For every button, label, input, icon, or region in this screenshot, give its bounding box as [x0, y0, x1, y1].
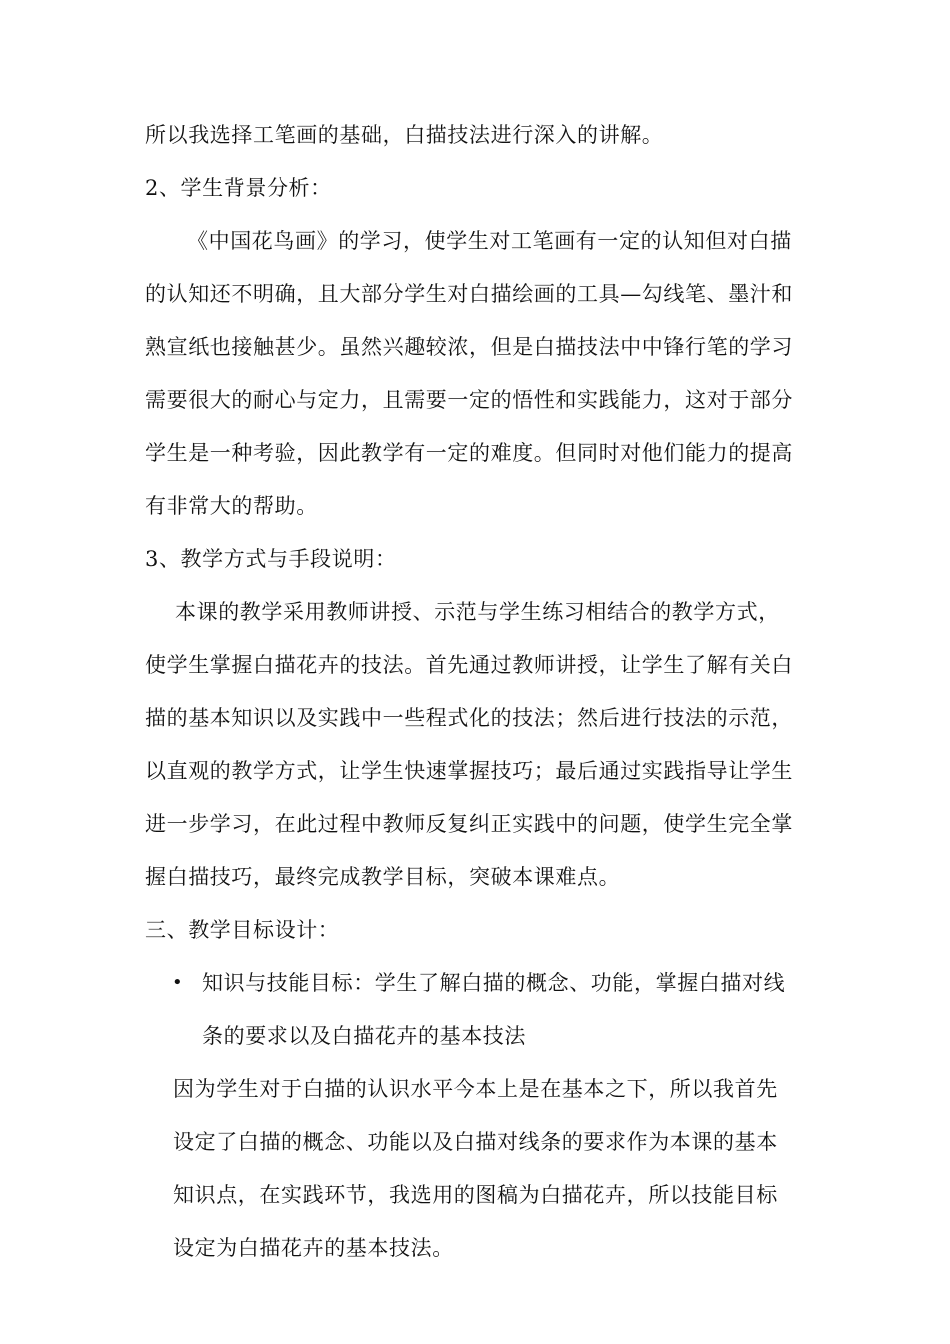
bullet-text-line: 条的要求以及白描花卉的基本技法 — [202, 1024, 526, 1048]
paragraph-line: 设定为白描花卉的基本技法。 — [173, 1236, 454, 1260]
paragraph-line: 《中国花鸟画》的学习，使学生对工笔画有一定的认知但对白描 — [187, 229, 792, 253]
paragraph-line: 设定了白描的概念、功能以及白描对线条的要求作为本课的基本 — [173, 1130, 778, 1154]
paragraph-line: 以直观的教学方式，让学生快速掌握技巧；最后通过实践指导让学生 — [145, 759, 793, 783]
bullet-text-line: 知识与技能目标：学生了解白描的概念、功能，掌握白描对线 — [202, 971, 786, 995]
paragraph-line: 握白描技巧，最终完成教学目标，突破本课难点。 — [145, 865, 621, 889]
paragraph-line: 需要很大的耐心与定力，且需要一定的悟性和实践能力，这对于部分 — [145, 388, 793, 412]
paragraph-line: 的认知还不明确，且大部分学生对白描绘画的工具—勾线笔、墨汁和 — [145, 282, 793, 306]
paragraph-line: 因为学生对于白描的认识水平今本上是在基本之下，所以我首先 — [173, 1077, 778, 1101]
intro-line: 所以我选择工笔画的基础，白描技法进行深入的讲解。 — [145, 123, 664, 147]
section-3-heading: 3、教学方式与手段说明： — [145, 547, 397, 571]
paragraph-line: 描的基本知识以及实践中一些程式化的技法；然后进行技法的示范， — [145, 706, 793, 730]
bullet-dot: • — [172, 972, 183, 993]
paragraph-line: 知识点，在实践环节，我选用的图稿为白描花卉，所以技能目标 — [173, 1183, 778, 1207]
paragraph-line: 有非常大的帮助。 — [145, 494, 318, 518]
section-three-heading: 三、教学目标设计： — [145, 918, 340, 942]
paragraph-line: 进一步学习，在此过程中教师反复纠正实践中的问题，使学生完全掌 — [145, 812, 793, 836]
paragraph-line: 熟宣纸也接触甚少。虽然兴趣较浓，但是白描技法中中锋行笔的学习 — [145, 335, 793, 359]
section-2-heading: 2、学生背景分析： — [145, 176, 332, 200]
paragraph-line: 本课的教学采用教师讲授、示范与学生练习相结合的教学方式， — [175, 600, 780, 624]
paragraph-line: 学生是一种考验，因此教学有一定的难度。但同时对他们能力的提高 — [145, 441, 793, 465]
paragraph-line: 使学生掌握白描花卉的技法。首先通过教师讲授，让学生了解有关白 — [145, 653, 793, 677]
